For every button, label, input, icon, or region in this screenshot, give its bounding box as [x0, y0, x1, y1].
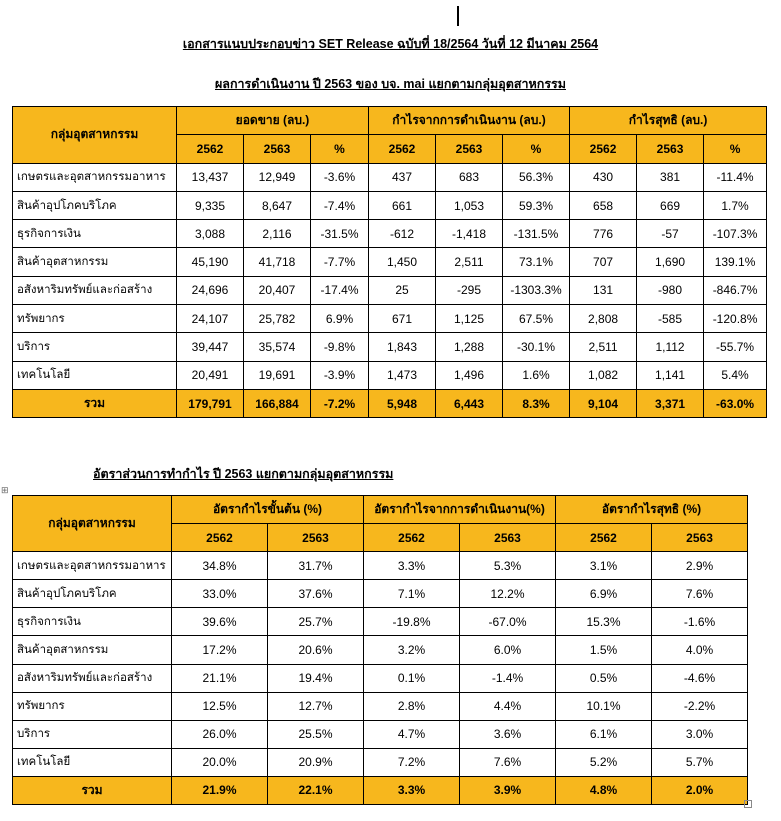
industry-name-cell: สินค้าอุตสาหกรรม: [13, 248, 177, 276]
table2-corner-header: กลุ่มอุตสาหกรรม: [13, 496, 172, 552]
value-cell: 20.0%: [172, 748, 268, 776]
document-title: เอกสารแนบประกอบข่าว SET Release ฉบับที่ 18/2564 วันที่ 12 มีนาคม 2564: [182, 37, 599, 51]
value-cell: 25: [369, 276, 436, 304]
value-cell: 1,496: [436, 361, 503, 389]
industry-name-cell: สินค้าอุปโภคบริโภค: [13, 191, 177, 219]
total-value-cell: 22.1%: [268, 776, 364, 804]
table-row: [13, 361, 767, 389]
value-cell: 20.6%: [268, 636, 364, 664]
value-cell: 1,288: [436, 333, 503, 361]
value-cell: 7.1%: [364, 580, 460, 608]
value-cell: 1,690: [637, 248, 704, 276]
value-cell: -3.6%: [311, 163, 369, 191]
table-row: [13, 636, 748, 664]
value-cell: -1,418: [436, 220, 503, 248]
value-cell: 139.1%: [704, 248, 767, 276]
value-cell: 1,053: [436, 191, 503, 219]
industry-name-cell: บริการ: [13, 720, 172, 748]
value-cell: 56.3%: [503, 163, 570, 191]
value-cell: 430: [570, 163, 637, 191]
total-value-cell: 6,443: [436, 389, 503, 417]
value-cell: 7.6%: [460, 748, 556, 776]
table-row: [13, 276, 767, 304]
industry-name-cell: สินค้าอุตสาหกรรม: [13, 636, 172, 664]
value-cell: 5.4%: [704, 361, 767, 389]
value-cell: 12.7%: [268, 692, 364, 720]
value-cell: 59.3%: [503, 191, 570, 219]
total-value-cell: 21.9%: [172, 776, 268, 804]
value-cell: 3.0%: [652, 720, 748, 748]
value-cell: 2.8%: [364, 692, 460, 720]
value-cell: -846.7%: [704, 276, 767, 304]
value-cell: 2,511: [570, 333, 637, 361]
total-value-cell: 3,371: [637, 389, 704, 417]
industry-name-cell: ธุรกิจการเงิน: [13, 220, 177, 248]
value-cell: 8,647: [244, 191, 311, 219]
value-cell: -107.3%: [704, 220, 767, 248]
table-row: [13, 248, 767, 276]
value-cell: 12.5%: [172, 692, 268, 720]
value-cell: 3.2%: [364, 636, 460, 664]
value-cell: 5.7%: [652, 748, 748, 776]
value-cell: -67.0%: [460, 608, 556, 636]
table1-corner-header: กลุ่มอุตสาหกรรม: [13, 107, 177, 164]
column-header: 2563: [460, 524, 556, 552]
total-label-cell: รวม: [13, 776, 172, 804]
column-header: 2562: [570, 135, 637, 163]
value-cell: 1.7%: [704, 191, 767, 219]
value-cell: -4.6%: [652, 664, 748, 692]
value-cell: 12.2%: [460, 580, 556, 608]
move-handle-icon[interactable]: ⊞: [1, 485, 9, 495]
total-value-cell: 179,791: [177, 389, 244, 417]
value-cell: 73.1%: [503, 248, 570, 276]
industry-name-cell: สินค้าอุปโภคบริโภค: [13, 580, 172, 608]
value-cell: 6.9%: [556, 580, 652, 608]
value-cell: -1.4%: [460, 664, 556, 692]
value-cell: 671: [369, 305, 436, 333]
column-header: 2563: [637, 135, 704, 163]
table1-group-sales: ยอดขาย (ลบ.): [177, 107, 369, 135]
table1-group-operating-profit: กำไรจากการดำเนินงาน (ลบ.): [369, 107, 570, 135]
value-cell: -120.8%: [704, 305, 767, 333]
value-cell: -980: [637, 276, 704, 304]
table-row: [13, 220, 767, 248]
value-cell: -11.4%: [704, 163, 767, 191]
value-cell: 17.2%: [172, 636, 268, 664]
column-header: %: [503, 135, 570, 163]
value-cell: -1.6%: [652, 608, 748, 636]
value-cell: 35,574: [244, 333, 311, 361]
value-cell: 20.9%: [268, 748, 364, 776]
industry-name-cell: ธุรกิจการเงิน: [13, 608, 172, 636]
value-cell: 1,112: [637, 333, 704, 361]
end-of-table-marker: [744, 800, 752, 808]
value-cell: 39,447: [177, 333, 244, 361]
column-header: 2563: [652, 524, 748, 552]
value-cell: 3.6%: [460, 720, 556, 748]
value-cell: 707: [570, 248, 637, 276]
value-cell: 25.7%: [268, 608, 364, 636]
value-cell: 2,808: [570, 305, 637, 333]
value-cell: 1,473: [369, 361, 436, 389]
value-cell: 2.9%: [652, 552, 748, 580]
industry-name-cell: เทคโนโลยี: [13, 361, 177, 389]
industry-name-cell: ทรัพยากร: [13, 692, 172, 720]
value-cell: 1.5%: [556, 636, 652, 664]
column-header: 2562: [369, 135, 436, 163]
value-cell: 25,782: [244, 305, 311, 333]
value-cell: -19.8%: [364, 608, 460, 636]
value-cell: 437: [369, 163, 436, 191]
value-cell: 7.2%: [364, 748, 460, 776]
value-cell: 658: [570, 191, 637, 219]
value-cell: 31.7%: [268, 552, 364, 580]
value-cell: 4.0%: [652, 636, 748, 664]
value-cell: 20,491: [177, 361, 244, 389]
value-cell: -585: [637, 305, 704, 333]
table-row: [13, 191, 767, 219]
industry-name-cell: ทรัพยากร: [13, 305, 177, 333]
value-cell: 4.4%: [460, 692, 556, 720]
value-cell: 15.3%: [556, 608, 652, 636]
performance-table: [12, 106, 767, 418]
value-cell: 381: [637, 163, 704, 191]
value-cell: -55.7%: [704, 333, 767, 361]
value-cell: 1,450: [369, 248, 436, 276]
column-header: %: [704, 135, 767, 163]
industry-name-cell: อสังหาริมทรัพย์และก่อสร้าง: [13, 664, 172, 692]
value-cell: 45,190: [177, 248, 244, 276]
value-cell: 24,696: [177, 276, 244, 304]
table-row: [13, 333, 767, 361]
value-cell: 131: [570, 276, 637, 304]
value-cell: -7.7%: [311, 248, 369, 276]
value-cell: 683: [436, 163, 503, 191]
table-row: [13, 552, 748, 580]
column-header: 2562: [556, 524, 652, 552]
value-cell: 3.1%: [556, 552, 652, 580]
value-cell: 41,718: [244, 248, 311, 276]
value-cell: 24,107: [177, 305, 244, 333]
industry-name-cell: อสังหาริมทรัพย์และก่อสร้าง: [13, 276, 177, 304]
value-cell: 21.1%: [172, 664, 268, 692]
total-value-cell: 5,948: [369, 389, 436, 417]
value-cell: 4.7%: [364, 720, 460, 748]
value-cell: 6.1%: [556, 720, 652, 748]
table2-group-gross-margin: อัตรากำไรขั้นต้น (%): [172, 496, 364, 524]
value-cell: 20,407: [244, 276, 311, 304]
total-value-cell: 2.0%: [652, 776, 748, 804]
table2-group-operating-margin: อัตรากำไรจากการดำเนินงาน(%): [364, 496, 556, 524]
table-row: [13, 748, 748, 776]
value-cell: 776: [570, 220, 637, 248]
value-cell: 10.1%: [556, 692, 652, 720]
column-header: 2562: [364, 524, 460, 552]
value-cell: 6.9%: [311, 305, 369, 333]
total-value-cell: 4.8%: [556, 776, 652, 804]
value-cell: 13,437: [177, 163, 244, 191]
value-cell: -31.5%: [311, 220, 369, 248]
value-cell: -17.4%: [311, 276, 369, 304]
value-cell: -2.2%: [652, 692, 748, 720]
value-cell: 6.0%: [460, 636, 556, 664]
industry-name-cell: บริการ: [13, 333, 177, 361]
total-label-cell: รวม: [13, 389, 177, 417]
value-cell: -1303.3%: [503, 276, 570, 304]
value-cell: 3,088: [177, 220, 244, 248]
value-cell: -295: [436, 276, 503, 304]
value-cell: -57: [637, 220, 704, 248]
value-cell: 12,949: [244, 163, 311, 191]
table-row: [13, 692, 748, 720]
column-header: 2563: [244, 135, 311, 163]
table-row: [13, 608, 748, 636]
value-cell: 19.4%: [268, 664, 364, 692]
total-value-cell: 8.3%: [503, 389, 570, 417]
value-cell: 661: [369, 191, 436, 219]
value-cell: 9,335: [177, 191, 244, 219]
value-cell: 669: [637, 191, 704, 219]
value-cell: 33.0%: [172, 580, 268, 608]
value-cell: 1,082: [570, 361, 637, 389]
table-row: [13, 580, 748, 608]
table1-title: ผลการดำเนินงาน ปี 2563 ของ บจ. mai แยกตามกลุ่มอุตสาหกรรม: [214, 77, 566, 91]
value-cell: 39.6%: [172, 608, 268, 636]
total-value-cell: 3.3%: [364, 776, 460, 804]
total-row: [13, 776, 748, 804]
value-cell: 7.6%: [652, 580, 748, 608]
value-cell: 34.8%: [172, 552, 268, 580]
column-header: 2563: [268, 524, 364, 552]
column-header: 2563: [436, 135, 503, 163]
industry-name-cell: เกษตรและอุตสาหกรรมอาหาร: [13, 552, 172, 580]
value-cell: -30.1%: [503, 333, 570, 361]
value-cell: -3.9%: [311, 361, 369, 389]
table-row: [13, 720, 748, 748]
table2-title: อัตราส่วนการทำกำไร ปี 2563 แยกตามกลุ่มอุตสาหกรรม: [93, 467, 394, 481]
total-value-cell: 9,104: [570, 389, 637, 417]
value-cell: 0.1%: [364, 664, 460, 692]
value-cell: 5.3%: [460, 552, 556, 580]
value-cell: 37.6%: [268, 580, 364, 608]
value-cell: 1,843: [369, 333, 436, 361]
table-row: [13, 664, 748, 692]
value-cell: 26.0%: [172, 720, 268, 748]
value-cell: 1,141: [637, 361, 704, 389]
table1-group-net-profit: กำไรสุทธิ (ลบ.): [570, 107, 767, 135]
value-cell: -9.8%: [311, 333, 369, 361]
value-cell: 5.2%: [556, 748, 652, 776]
value-cell: -7.4%: [311, 191, 369, 219]
total-value-cell: -7.2%: [311, 389, 369, 417]
value-cell: 0.5%: [556, 664, 652, 692]
column-header: 2562: [172, 524, 268, 552]
table-row: [13, 163, 767, 191]
value-cell: -131.5%: [503, 220, 570, 248]
total-value-cell: -63.0%: [704, 389, 767, 417]
table-row: [13, 305, 767, 333]
value-cell: 19,691: [244, 361, 311, 389]
total-row: [13, 389, 767, 417]
value-cell: 2,511: [436, 248, 503, 276]
industry-name-cell: เกษตรและอุตสาหกรรมอาหาร: [13, 163, 177, 191]
value-cell: 67.5%: [503, 305, 570, 333]
value-cell: 1.6%: [503, 361, 570, 389]
table2-group-net-margin: อัตรากำไรสุทธิ (%): [556, 496, 748, 524]
column-header: %: [311, 135, 369, 163]
total-value-cell: 166,884: [244, 389, 311, 417]
value-cell: 3.3%: [364, 552, 460, 580]
total-value-cell: 3.9%: [460, 776, 556, 804]
industry-name-cell: เทคโนโลยี: [13, 748, 172, 776]
profitability-table: [12, 495, 748, 805]
column-header: 2562: [177, 135, 244, 163]
value-cell: 25.5%: [268, 720, 364, 748]
value-cell: 1,125: [436, 305, 503, 333]
value-cell: -612: [369, 220, 436, 248]
value-cell: 2,116: [244, 220, 311, 248]
text-cursor: [457, 6, 459, 26]
